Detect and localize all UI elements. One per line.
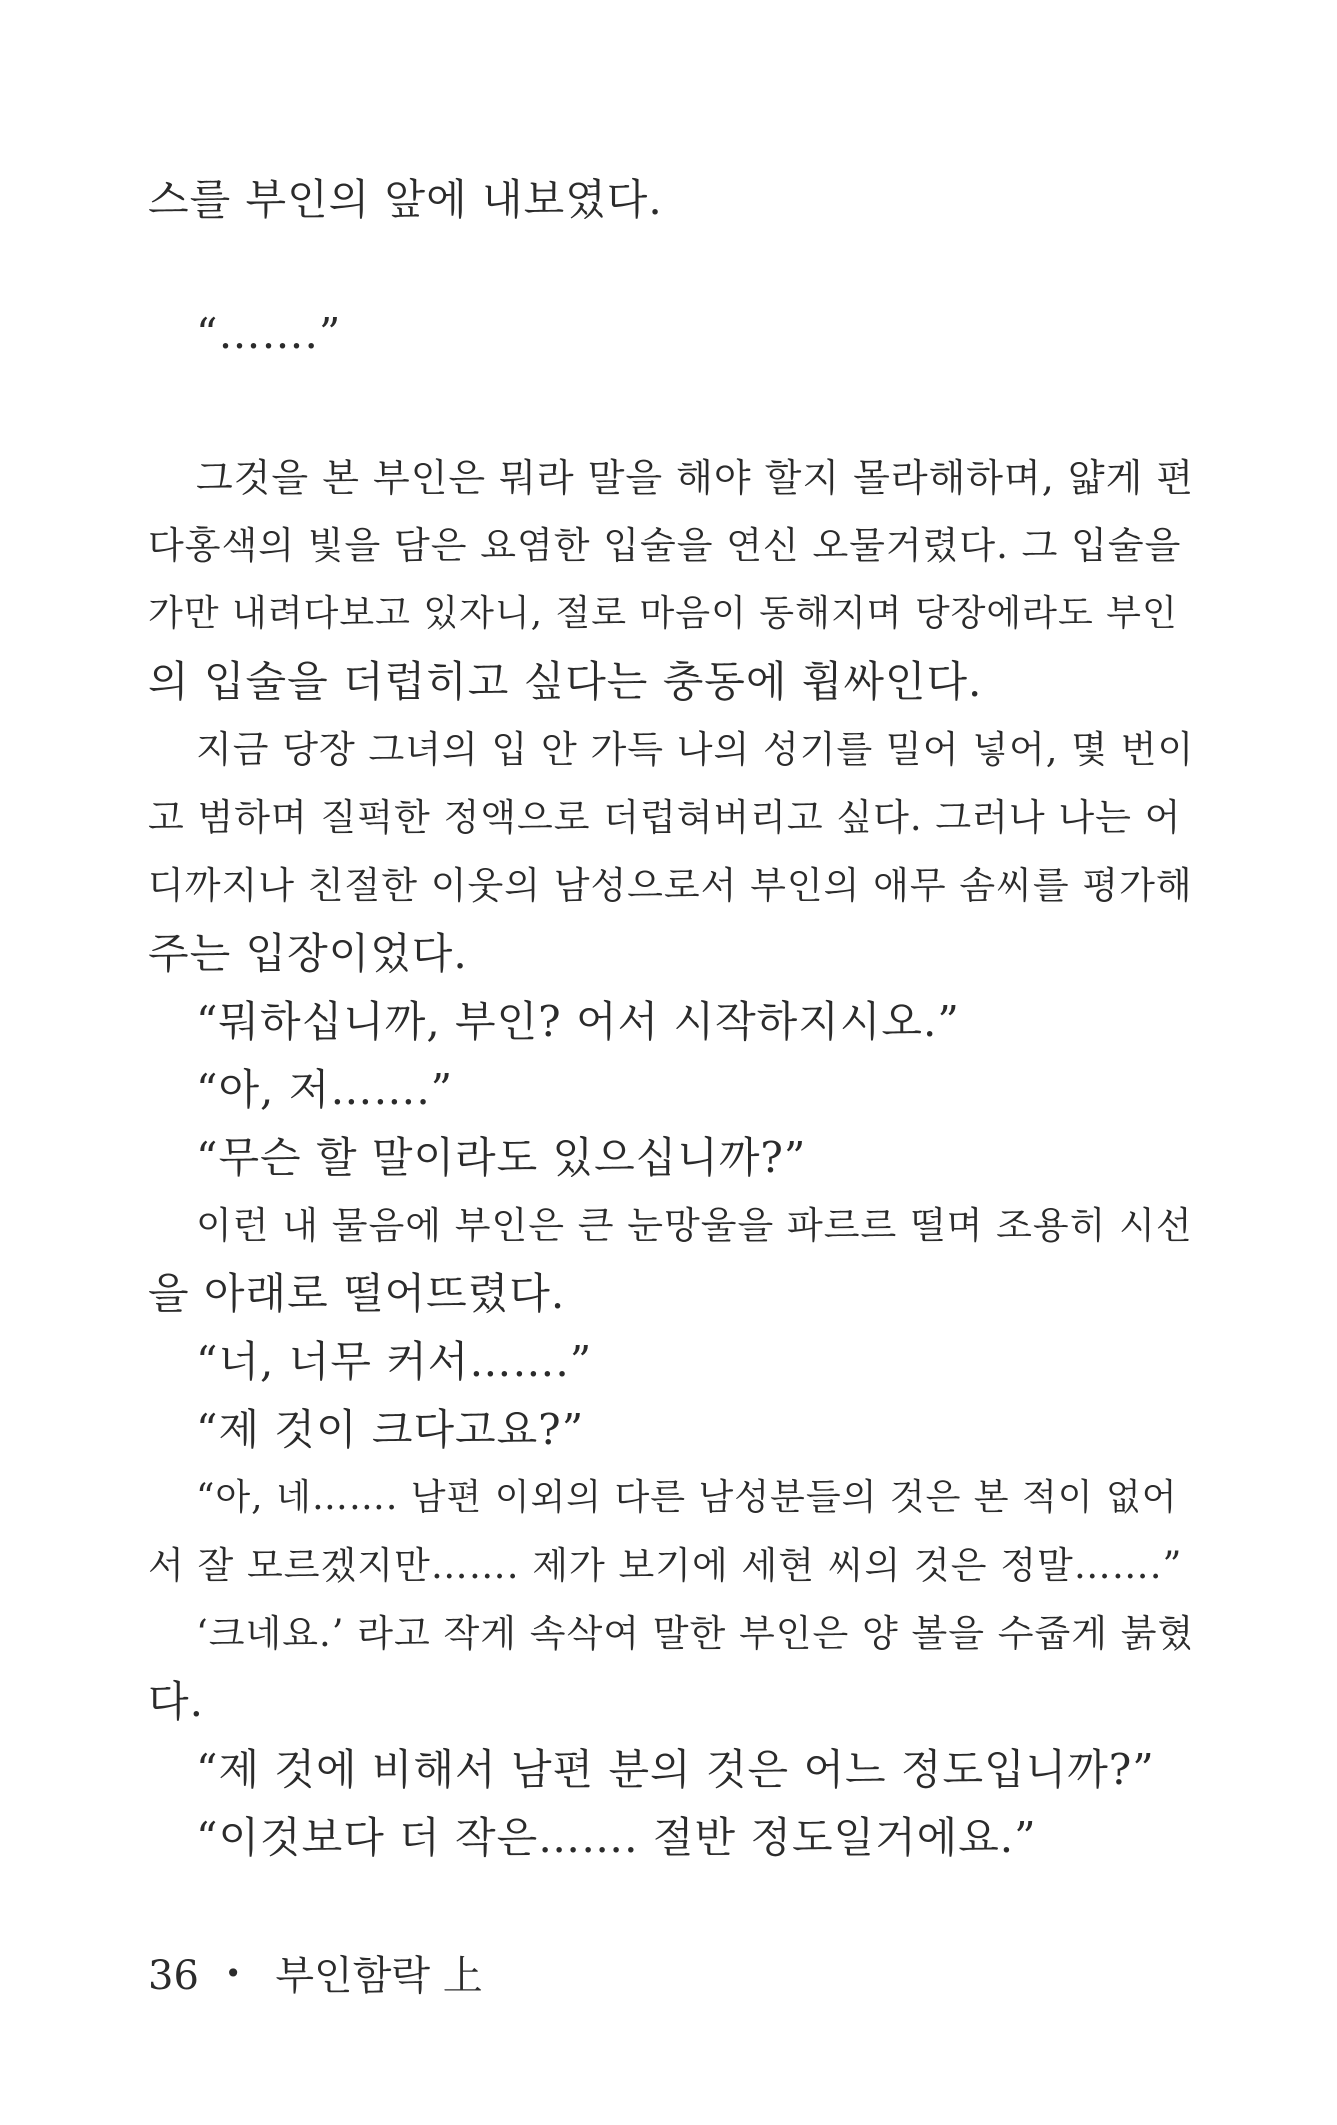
text-line: 의 입술을 더럽히고 싶다는 충동에 휩싸인다. <box>148 657 983 706</box>
text-line: 다. <box>148 1677 204 1726</box>
dialogue-line: “무슨 할 말이라도 있으십니까?” <box>196 1133 807 1182</box>
text-line: 주는 입장이었다. <box>148 929 468 978</box>
dialogue-line: “뭐하십니까, 부인? 어서 시작하지시오.” <box>196 997 960 1046</box>
text-line: 그것을 본 부인은 뭐라 말을 해야 할지 몰라해하며, 얇게 편 <box>196 456 1195 500</box>
text-line: 지금 당장 그녀의 입 안 가득 나의 성기를 밀어 넣어, 몇 번이 <box>196 728 1195 771</box>
dialogue-line: 서 잘 모르겠지만……. 제가 보기에 세현 씨의 것은 정말…….” <box>148 1544 1183 1587</box>
body-text <box>148 444 1198 1872</box>
text-line: 디까지나 친절한 이웃의 남성으로서 부인의 애무 솜씨를 평가해 <box>148 864 1193 907</box>
dialogue-line: “너, 너무 커서…….” <box>196 1337 593 1386</box>
page-footer <box>148 1948 483 2004</box>
page-number: 36 <box>148 1953 199 1999</box>
text-line: 다홍색의 빛을 담은 요염한 입술을 연신 오물거렸다. 그 입술을 <box>148 524 1182 567</box>
dialogue-line: “아, 저…….” <box>196 1065 454 1114</box>
dialogue-line: “…….” <box>196 309 342 358</box>
footer-separator: • <box>224 1957 242 1990</box>
text-line: 스를 부인의 앞에 내보였다. <box>148 175 663 224</box>
paragraph-continuation <box>148 166 1198 234</box>
text-line: 가만 내려다보고 있자니, 절로 마음이 동해지며 당장에라도 부인 <box>148 593 1178 634</box>
text-line: 고 범하며 질퍽한 정액으로 더럽혀버리고 싶다. 그러나 나는 어 <box>148 796 1182 839</box>
text-line: 을 아래로 떨어뜨렸다. <box>148 1269 566 1318</box>
text-line: ‘크네요.’ 라고 작게 속삭여 말한 부인은 양 볼을 수줍게 붉혔 <box>196 1612 1195 1655</box>
dialogue-line: “제 것에 비해서 남편 분의 것은 어느 정도입니까?” <box>196 1745 1155 1794</box>
book-title: 부인함락 上 <box>275 1953 483 1999</box>
paragraph-ellipsis-dialogue <box>148 300 1198 368</box>
dialogue-line: “이것보다 더 작은……. 절반 정도일거에요.” <box>196 1813 1037 1862</box>
text-line: 이런 내 물음에 부인은 큰 눈망울을 파르르 떨며 조용히 시선 <box>196 1204 1193 1247</box>
dialogue-line: “제 것이 크다고요?” <box>196 1405 585 1454</box>
dialogue-line: “아, 네……. 남편 이외의 다른 남성분들의 것은 본 적이 없어 <box>196 1477 1178 1518</box>
